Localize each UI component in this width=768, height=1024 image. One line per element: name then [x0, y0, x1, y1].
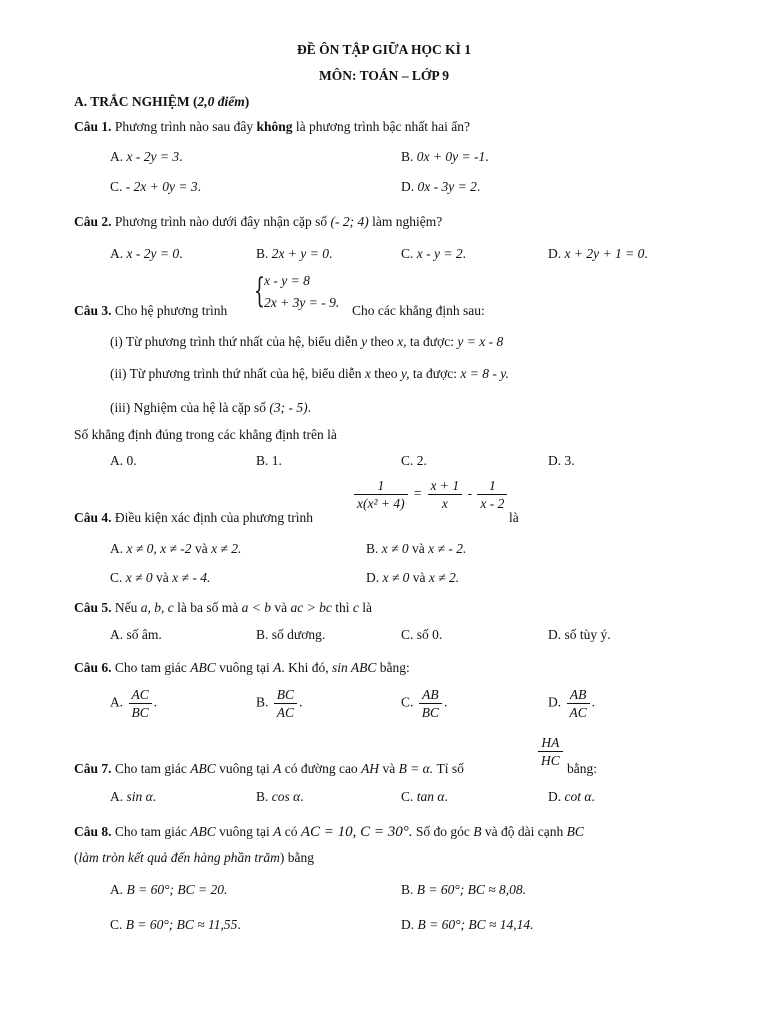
q3-option-d[interactable]: D. 3. [548, 453, 575, 468]
q3-option-c[interactable]: C. 2. [401, 453, 427, 468]
q7-after: bằng: [567, 761, 597, 776]
q8-option-c[interactable]: C. B = 60°; BC ≈ 11,55. [110, 917, 241, 932]
question-1: Câu 1. Phương trình nào sau đây không là phương trình bậc nhất hai ẩn? [74, 119, 471, 134]
q5-option-b[interactable]: B. số dương. [256, 627, 326, 642]
q8-option-d[interactable]: D. B = 60°; BC ≈ 14,14. [401, 917, 534, 932]
q5-option-a[interactable]: A. số âm. [110, 627, 162, 642]
equation-system [254, 273, 354, 313]
q7-option-c[interactable]: C. tan α. [401, 789, 448, 804]
q1-option-b[interactable]: B. 0x + 0y = -1. [401, 149, 489, 164]
q8-note: (làm tròn kết quả đến hàng phần trăm) bằng [74, 850, 314, 865]
subject-line: MÔN: TOÁN – LỚP 9 [318, 68, 449, 83]
q2-option-c[interactable]: C. x - y = 2. [401, 246, 466, 261]
question-3: Câu 3. Cho hệ phương trình [74, 303, 228, 318]
statement-1: (i) Từ phương trình thứ nhất của hệ, biểu diễn y theo x, ta được: y = x - 8 [110, 334, 504, 349]
q3-option-b[interactable]: B. 1. [256, 453, 282, 468]
q8-option-a[interactable]: A. B = 60°; BC = 20. [110, 882, 228, 897]
question-4: Câu 4. Điều kiện xác định của phương trình [74, 510, 314, 525]
q4-option-d[interactable]: D. x ≠ 0 và x ≠ 2. [366, 570, 460, 585]
q2-option-a[interactable]: A. x - 2y = 0. [110, 246, 183, 261]
q7-option-a[interactable]: A. sin α. [110, 789, 157, 804]
q4-option-c[interactable]: C. x ≠ 0 và x ≠ - 4. [110, 570, 211, 585]
brace-glyph: { [254, 271, 265, 311]
q1-option-c[interactable]: C. - 2x + 0y = 3. [110, 179, 201, 194]
q7-option-b[interactable]: B. cos α. [256, 789, 304, 804]
q5-option-c[interactable]: C. số 0. [401, 627, 443, 642]
question-2: Câu 2. Phương trình nào dưới đây nhận cặp số (- 2; 4) làm nghiệm? [74, 214, 443, 229]
question-7: Câu 7. Cho tam giác ABC vuông tại A có đường cao AH và B = α. Tỉ số [74, 761, 464, 776]
question-8: Câu 8. Cho tam giác ABC vuông tại A có AC = 10, C = 30°. Số đo góc B và độ dài cạnh BC [74, 824, 584, 840]
q7-ratio: $\frac{HA}{HC}$ [536, 734, 565, 769]
q1-option-a[interactable]: A. x - 2y = 3. [110, 149, 183, 164]
section-a-heading: A. TRẮC NGHIỆM (2,0 điểm) [74, 94, 250, 109]
page-title: ĐỀ ÔN TẬP GIỮA HỌC KÌ 1 [296, 42, 472, 57]
q3-count-text: Số khẳng định đúng trong các khẳng định trên là [74, 427, 337, 442]
statement-3: (iii) Nghiệm của hệ là cặp số (3; - 5). [110, 400, 311, 415]
question-5: Câu 5. Nếu a, b, c là ba số mà a < b và ac > bc thì c là [74, 600, 372, 615]
q2-option-b[interactable]: B. 2x + y = 0. [256, 246, 333, 261]
q4-equation: $\frac{1}{\text{x(x² + 4)}}$ = $\frac{x + 1}{x}$ - $\frac{1}{x - 2}$ [352, 477, 509, 512]
q4-option-b[interactable]: B. x ≠ 0 và x ≠ - 2. [366, 541, 467, 556]
q4-option-a[interactable]: A. x ≠ 0, x ≠ -2 và x ≠ 2. [110, 541, 242, 556]
q5-option-d[interactable]: D. số tùy ý. [548, 627, 611, 642]
q6-option-c[interactable]: C. $\frac{AB}{BC}$ . [401, 687, 448, 720]
statement-2: (ii) Từ phương trình thứ nhất của hệ, biểu diễn x theo y, ta được: x = 8 - y. [110, 366, 509, 381]
q8-option-b[interactable]: B. B = 60°; BC ≈ 8,08. [401, 882, 527, 897]
system-eq-1: x - y = 8 [264, 273, 310, 288]
q2-option-d[interactable]: D. x + 2y + 1 = 0. [548, 246, 648, 261]
q6-option-b[interactable]: B. $\frac{BC}{AC}$ . [256, 687, 303, 720]
system-eq-2: 2x + 3y = - 9. [264, 295, 340, 310]
q6-option-a[interactable]: A. $\frac{AC}{BC}$ . [110, 687, 158, 720]
question-6: Câu 6. Cho tam giác ABC vuông tại A. Khi đó, sin ABC bằng: [74, 660, 410, 675]
q3-option-a[interactable]: A. 0. [110, 453, 137, 468]
q6-option-d[interactable]: D. $\frac{AB}{AC}$ . [548, 687, 596, 720]
q1-option-d[interactable]: D. 0x - 3y = 2. [401, 179, 481, 194]
q4-after: là [509, 510, 519, 525]
q3-text-after: Cho các khẳng định sau: [352, 303, 485, 318]
q7-option-d[interactable]: D. cot α. [548, 789, 595, 804]
